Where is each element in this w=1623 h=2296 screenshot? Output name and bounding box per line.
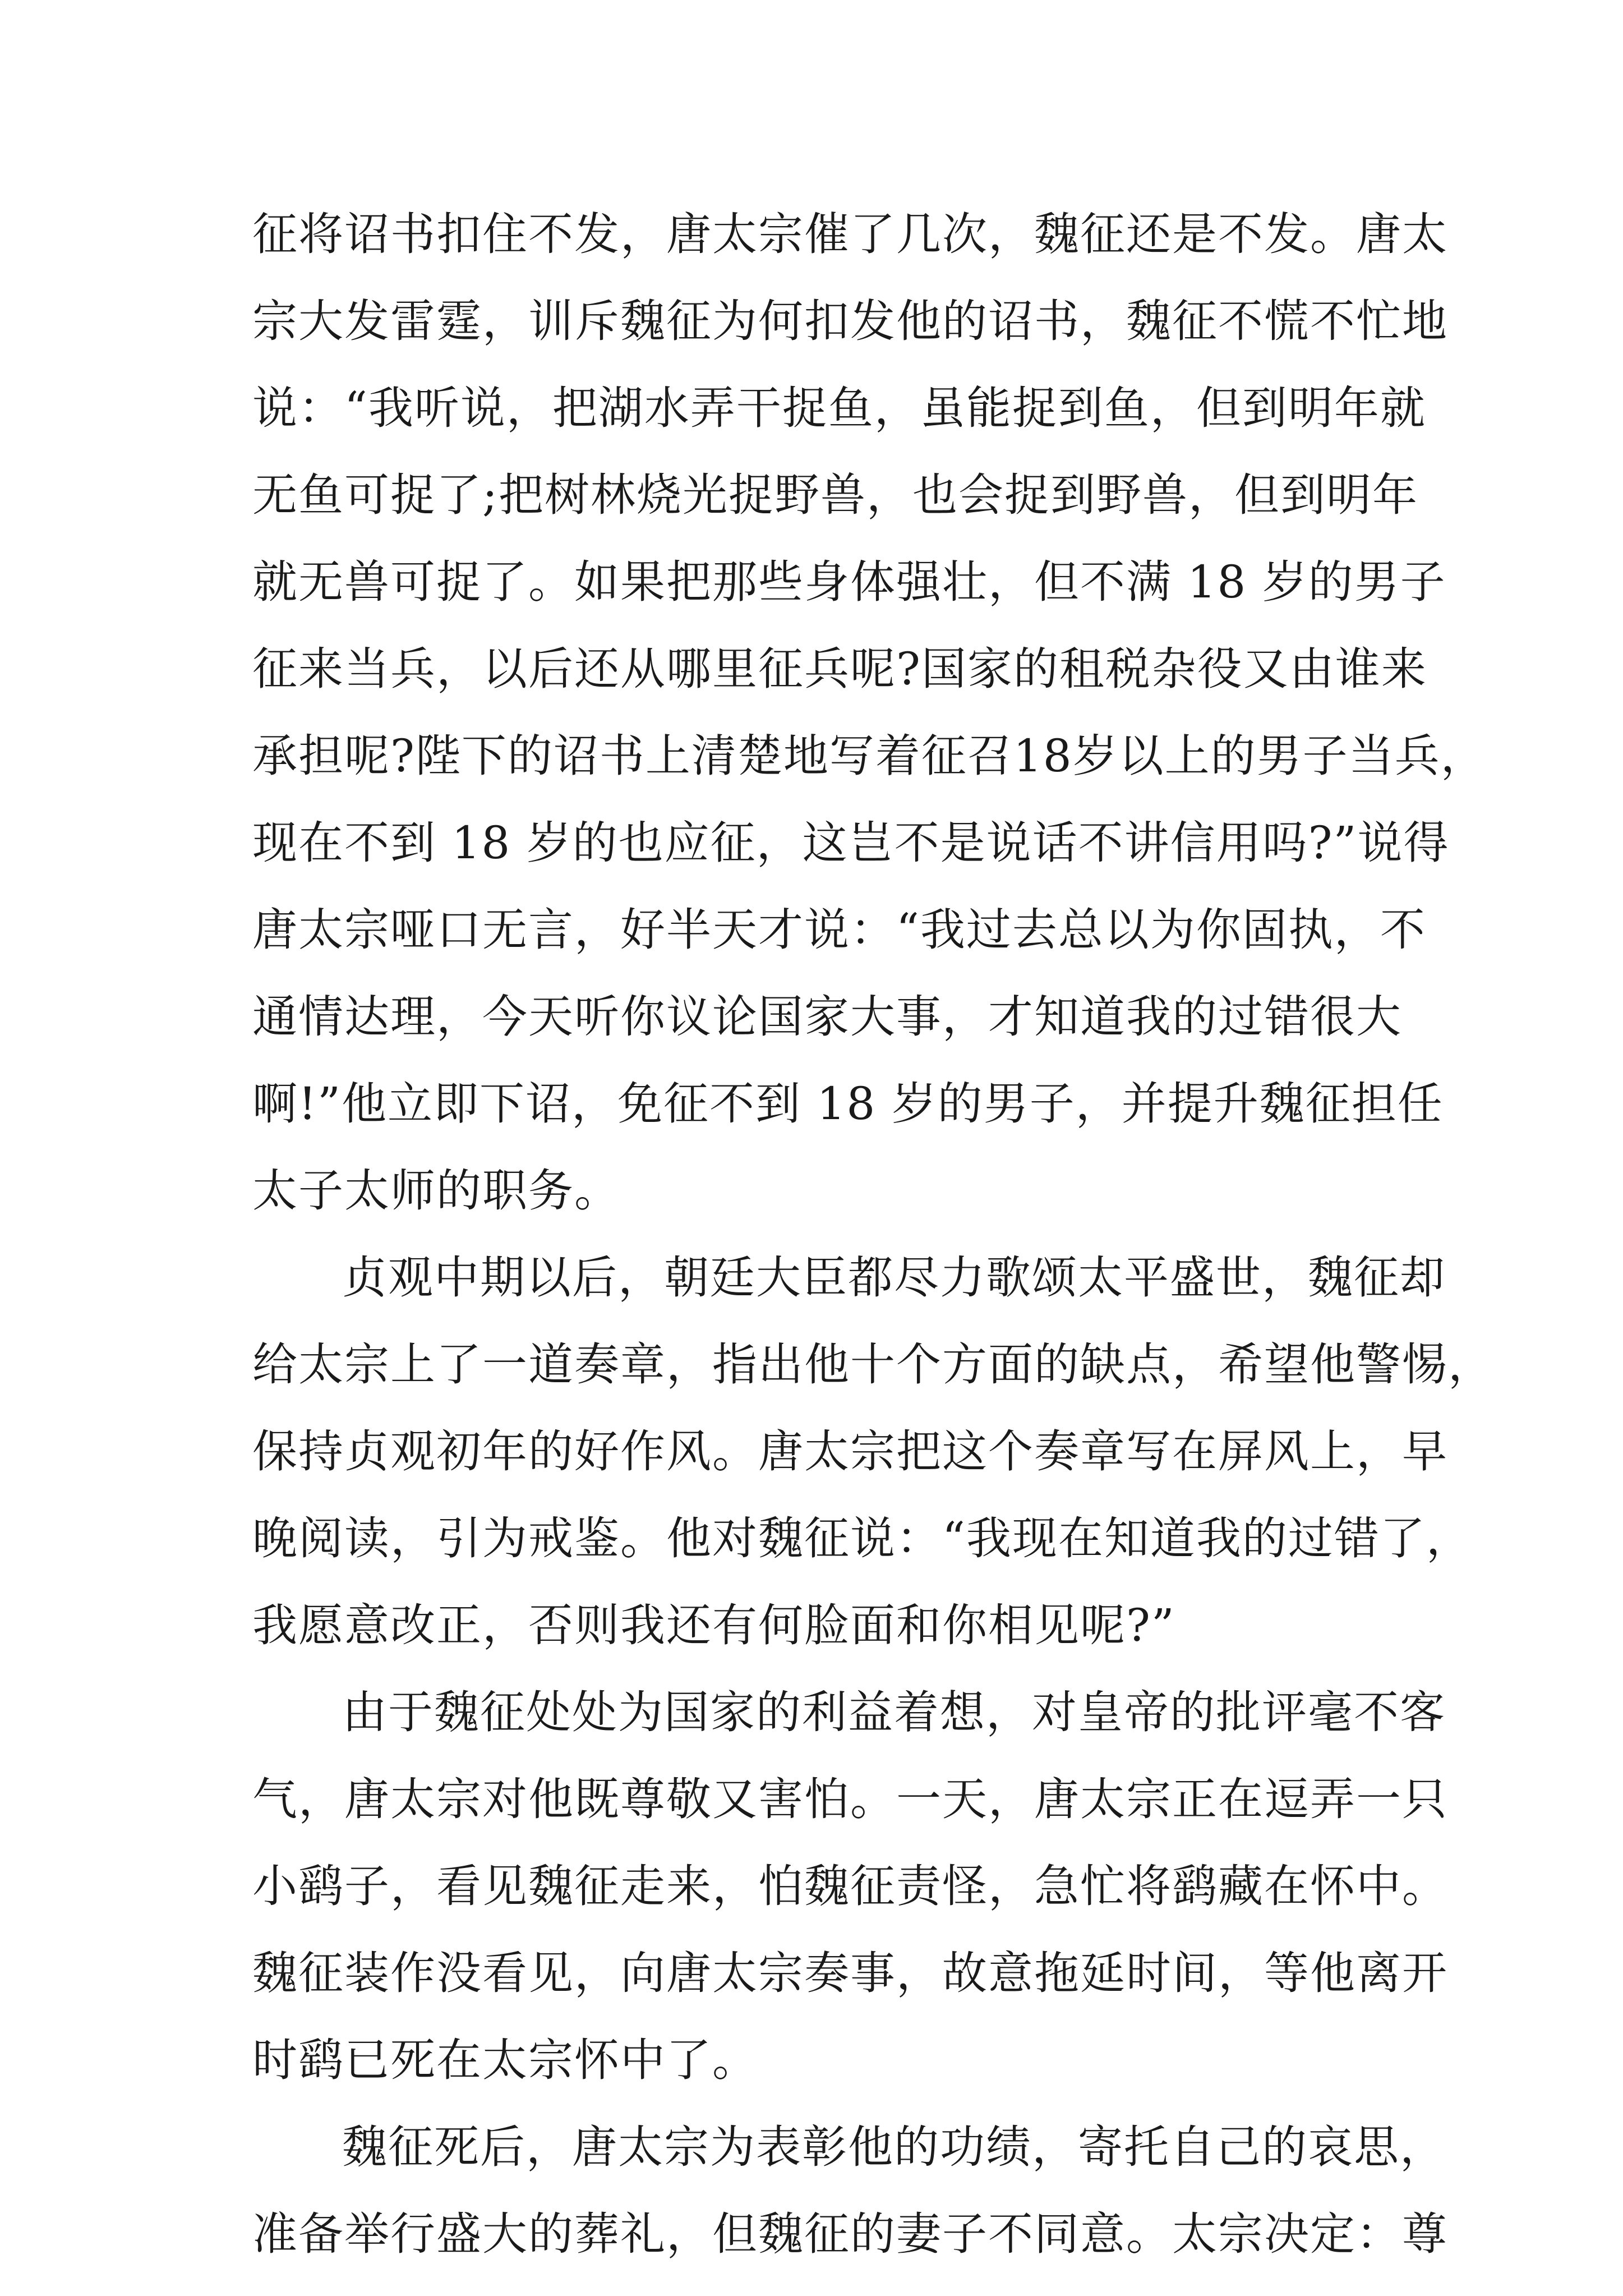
text-line: 晚阅读，引为戒鉴。他对魏征说：“我现在知道我的过错了， [252,1512,1472,1565]
text-line: 时鹞已死在太宗怀中了。 [252,2034,758,2086]
text-line: 说：“我听说，把湖水弄干捉鱼，虽能捉到鱼，但到明年就 [252,382,1426,434]
text-line: 气，唐太宗对他既尊敬又害怕。一天，唐太宗正在逗弄一只 [252,1773,1448,1825]
text-line: 保持贞观初年的好作风。唐太宗把这个奏章写在屏风上，早 [252,1425,1448,1478]
text-line: 给太宗上了一道奏章，指出他十个方面的缺点，希望他警惕， [252,1338,1494,1391]
text-line: 通情达理，今天听你议论国家大事，才知道我的过错很大 [252,991,1402,1043]
text-line: 准备举行盛大的葬礼，但魏征的妻子不同意。太宗决定：尊 [252,2208,1448,2260]
text-line: 魏征死后，唐太宗为表彰他的功绩，寄托自己的哀思， [342,2121,1446,2173]
text-line: 宗大发雷霆，训斥魏征为何扣发他的诏书，魏征不慌不忙地 [252,295,1448,347]
text-line: 魏征装作没看见，向唐太宗奏事，故意拖延时间，等他离开 [252,1947,1448,1999]
text-line: 唐太宗哑口无言，好半天才说：“我过去总以为你固执，不 [252,904,1426,956]
body-text [252,191,1494,2277]
text-line: 就无兽可捉了。如果把那些身体强壮，但不满 18 岁的男子 [252,556,1446,608]
text-line: 我愿意改正，否则我还有何脸面和你相见呢?” [252,1599,1175,1651]
text-line: 现在不到 18 岁的也应征，这岂不是说话不讲信用吗?”说得 [252,817,1450,869]
text-line: 由于魏征处处为国家的利益着想，对皇帝的批评毫不客 [342,1686,1446,1738]
text-line: 贞观中期以后，朝廷大臣都尽力歌颂太平盛世，魏征却 [342,1251,1446,1304]
text-line: 承担呢?陛下的诏书上清楚地写着征召18岁以上的男子当兵， [252,730,1487,782]
text-line: 无鱼可捉了;把树林烧光捉野兽，也会捉到野兽，但到明年 [252,469,1418,521]
text-line: 小鹞子，看见魏征走来，怕魏征责怪，急忙将鹞藏在怀中。 [252,1860,1448,1912]
text-line: 征将诏书扣住不发，唐太宗催了几次，魏征还是不发。唐太 [252,208,1448,260]
text-line: 太子太师的职务。 [252,1165,620,1217]
text-line: 啊!”他立即下诏，免征不到 18 岁的男子，并提升魏征担任 [252,1078,1444,1130]
text-line: 征来当兵，以后还从哪里征兵呢?国家的租税杂役又由谁来 [252,643,1427,695]
